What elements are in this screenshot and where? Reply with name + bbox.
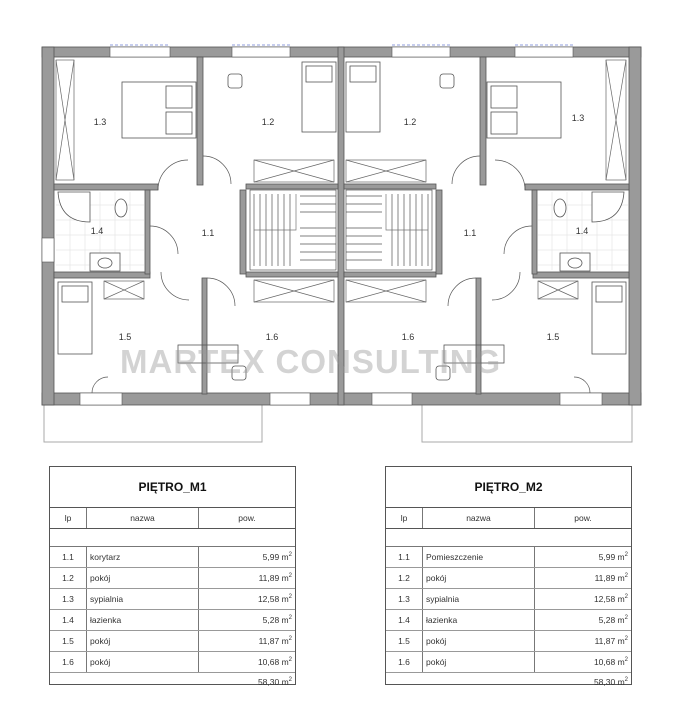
table-spacer: [386, 529, 631, 547]
cell-lp: 1.4: [50, 610, 87, 630]
cell-lp: 1.2: [386, 568, 423, 588]
cell-pow: 5,99 $m^2$: [598, 552, 628, 562]
cell-pow: 5,28 $m^2$: [262, 615, 292, 625]
room-label: 1.3: [571, 113, 585, 123]
cell-nazwa: łazienka: [87, 610, 199, 630]
table-spacer: [50, 529, 295, 547]
cell-nazwa: sypialnia: [87, 589, 199, 609]
room-label: 1.6: [401, 332, 415, 342]
col-lp: lp: [386, 508, 423, 528]
cell-nazwa: Pomieszczenie: [423, 547, 535, 567]
col-lp: lp: [50, 508, 87, 528]
cell-nazwa: korytarz: [87, 547, 199, 567]
cell-lp: 1.6: [50, 652, 87, 672]
cell-pow: 11,87 $m^2$: [594, 636, 628, 646]
cell-lp: 1.2: [50, 568, 87, 588]
room-label: 1.1: [201, 228, 215, 238]
table-row: [50, 568, 295, 589]
cell-pow: 12,58 $m^2$: [257, 594, 292, 604]
cell-lp: 1.1: [50, 547, 87, 567]
table-row: [386, 547, 631, 568]
table-row: [50, 589, 295, 610]
cell-nazwa: pokój: [87, 568, 199, 588]
cell-lp: 1.5: [386, 631, 423, 651]
col-pow: pow.: [574, 513, 592, 523]
table-total: 58,30 $m^2$: [257, 677, 292, 687]
table-row: [386, 610, 631, 631]
table-row: [386, 631, 631, 652]
table-row: [386, 568, 631, 589]
cell-nazwa: pokój: [423, 652, 535, 672]
cell-pow: 11,89 $m^2$: [258, 573, 292, 583]
cell-lp: 1.3: [50, 589, 87, 609]
watermark: MARTEX CONSULTING: [120, 343, 502, 380]
cell-lp: 1.1: [386, 547, 423, 567]
cell-nazwa: pokój: [87, 652, 199, 672]
cell-pow: 10,68 $m^2$: [257, 657, 292, 667]
table-title: PIĘTRO_M1: [50, 467, 295, 508]
cell-pow: 11,87 $m^2$: [258, 636, 292, 646]
cell-nazwa: sypialnia: [423, 589, 535, 609]
room-label: 1.3: [93, 117, 107, 127]
cell-nazwa: pokój: [423, 631, 535, 651]
cell-pow: 11,89 $m^2$: [594, 573, 628, 583]
cell-lp: 1.4: [386, 610, 423, 630]
room-label: 1.6: [265, 332, 279, 342]
cell-lp: 1.6: [386, 652, 423, 672]
room-label: 1.2: [403, 117, 417, 127]
room-label: 1.4: [575, 226, 589, 236]
room-label: 1.1: [463, 228, 477, 238]
cell-pow: 10,68 $m^2$: [593, 657, 628, 667]
table-row: [50, 610, 295, 631]
room-label: 1.5: [546, 332, 560, 342]
room-label: 1.4: [90, 226, 104, 236]
table-row: [50, 631, 295, 652]
table-row: [50, 652, 295, 673]
col-nazwa: nazwa: [423, 508, 535, 528]
col-nazwa: nazwa: [87, 508, 199, 528]
cell-pow: 12,58 $m^2$: [593, 594, 628, 604]
table-row: [386, 652, 631, 673]
area-table-m1: [49, 466, 296, 685]
cell-nazwa: pokój: [87, 631, 199, 651]
table-header: [50, 508, 295, 529]
cell-lp: 1.3: [386, 589, 423, 609]
table-total: 58,30 $m^2$: [593, 677, 628, 687]
cell-lp: 1.5: [50, 631, 87, 651]
cell-pow: 5,28 $m^2$: [598, 615, 628, 625]
room-label: 1.5: [118, 332, 132, 342]
cell-nazwa: łazienka: [423, 610, 535, 630]
cell-pow: 5,99 $m^2$: [262, 552, 292, 562]
area-table-m2: [385, 466, 632, 685]
terrace-outlines: [44, 405, 632, 442]
table-row: [50, 547, 295, 568]
room-label: 1.2: [261, 117, 275, 127]
table-title: PIĘTRO_M2: [386, 467, 631, 508]
table-header: [386, 508, 631, 529]
col-pow: pow.: [238, 513, 256, 523]
cell-nazwa: pokój: [423, 568, 535, 588]
table-row: [386, 589, 631, 610]
